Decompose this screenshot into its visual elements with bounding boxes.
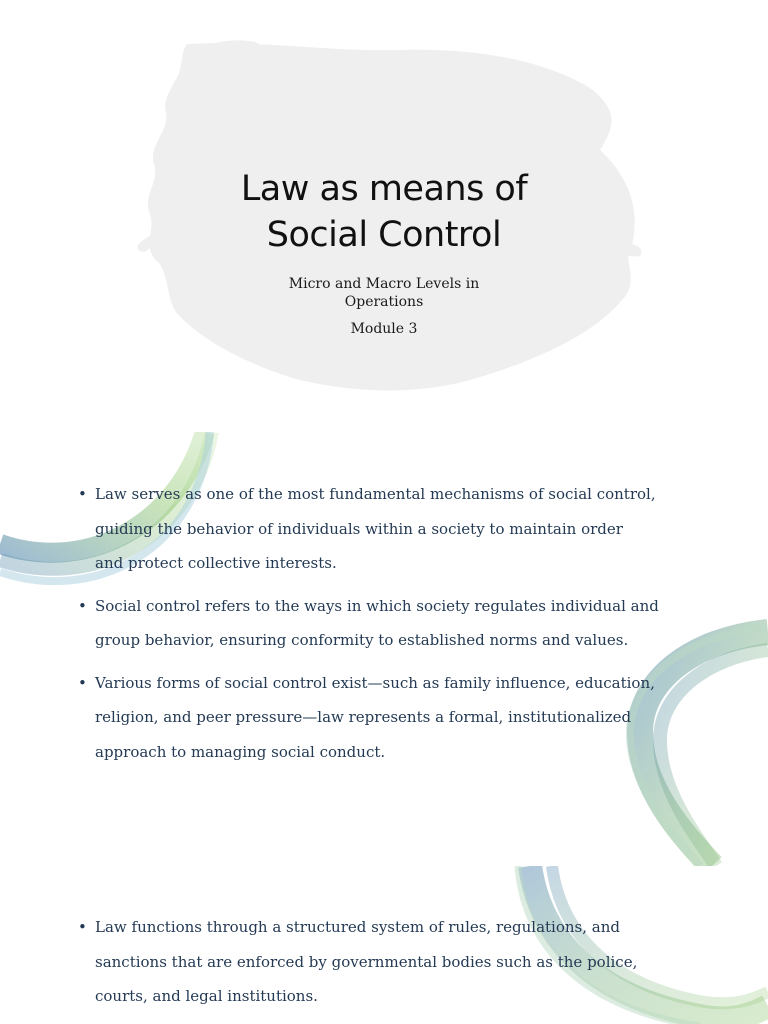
module-label: Module 3 [350,321,418,337]
bullet-line: sanctions that are enforced by governmental bodies such as the police, [95,952,638,971]
slide-subtitle [0,275,768,311]
subtitle-line: Micro and Macro Levels in [288,276,480,292]
bullet-list [78,910,698,1022]
bullet-list [78,477,698,777]
content-slide [0,432,768,866]
bullet-line: • Law serves as one of the most fundamental mechanisms of social control, [95,485,656,503]
title-slide [0,0,768,432]
bullet-line: • Social control refers to the ways in which society regulates individual and [95,596,659,615]
bullet-line: guiding the behavior of individuals within a society to maintain order [95,519,623,538]
bullet-line: • Various forms of social control exist—such as family influence, education, [95,673,655,692]
bullet-line: approach to managing social conduct. [95,742,386,761]
title-line: Social Control [266,215,502,255]
bullet-item [78,589,698,658]
slide-title [0,166,768,258]
bullet-item [78,666,698,770]
subtitle-line: Operations [344,294,424,310]
content-slide [0,866,768,1024]
bullet-line: religion, and peer pressure—law represents a formal, institutionalized [95,708,632,726]
title-line: Law as means of [240,169,528,209]
bullet-line: • Law functions through a structured system of rules, regulations, and [95,918,620,936]
bullet-item [78,477,698,581]
bullet-line: and protect collective interests. [95,554,337,572]
bullet-line: group behavior, ensuring conformity to established norms and values. [95,631,629,649]
bullet-line: courts, and legal institutions. [95,987,318,1005]
bullet-item [78,910,698,1014]
